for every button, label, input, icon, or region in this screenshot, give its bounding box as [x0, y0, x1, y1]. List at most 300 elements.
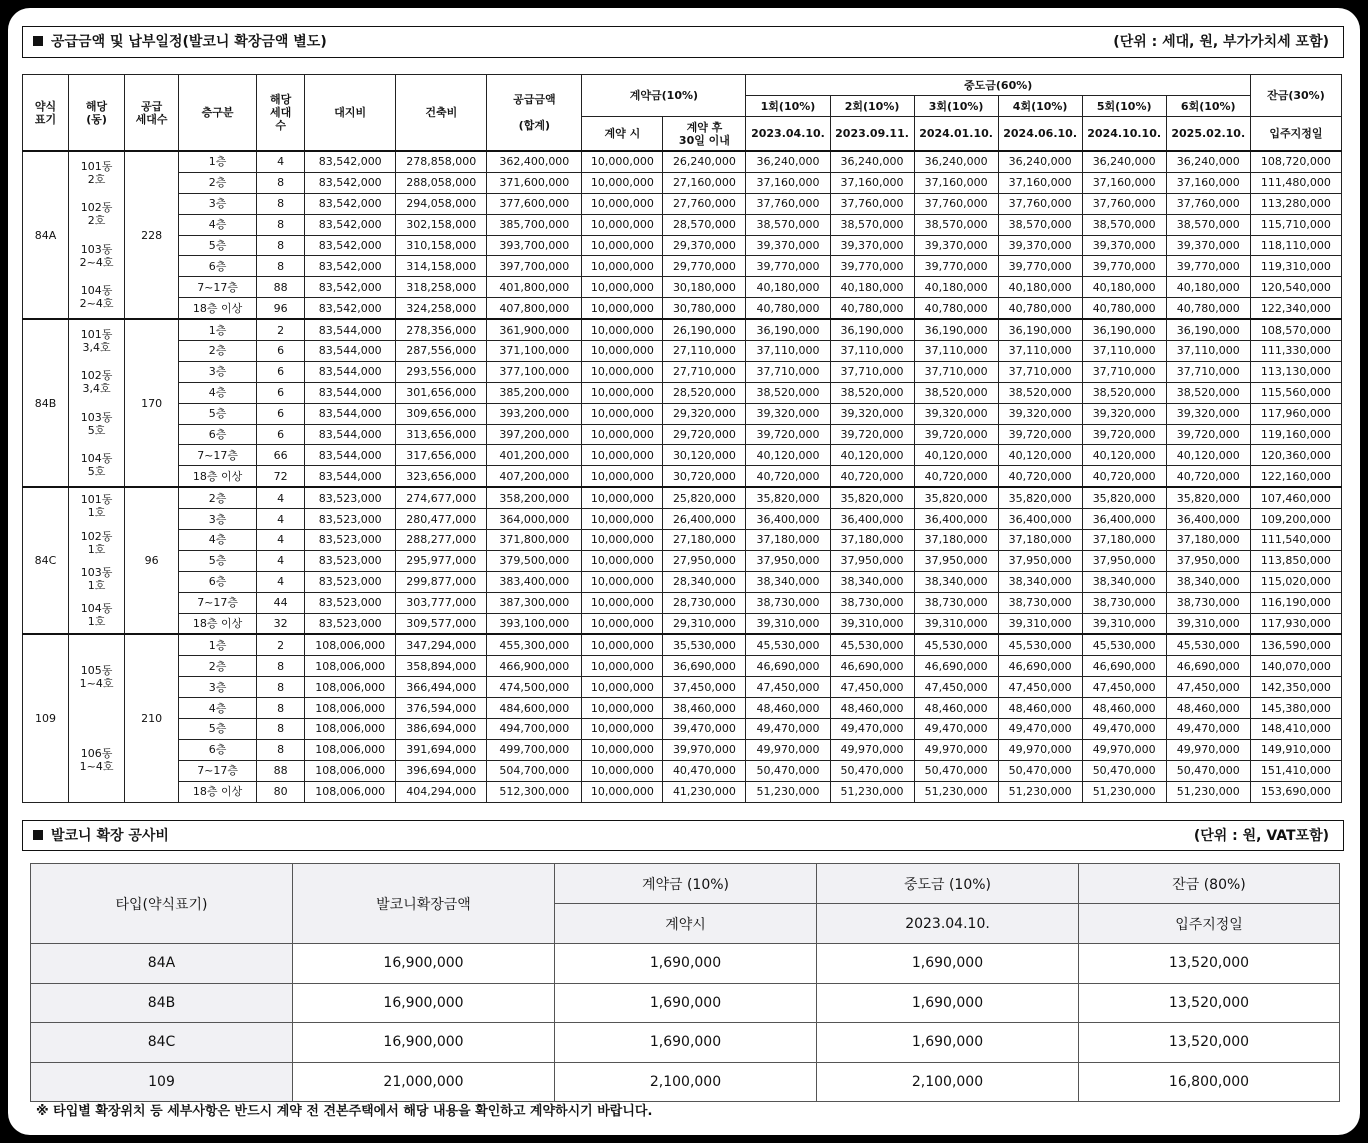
- dong-label: 104동 1호: [80, 602, 113, 629]
- balance-cell: 122,160,000: [1250, 466, 1341, 487]
- balance-cell: 115,020,000: [1250, 571, 1341, 592]
- installment-cell: 50,470,000: [1082, 760, 1166, 781]
- building-cell: 280,477,000: [396, 509, 487, 530]
- total-cell: 385,700,000: [487, 214, 582, 235]
- installment-cell: 40,720,000: [914, 466, 998, 487]
- installment-cell: 38,520,000: [914, 382, 998, 403]
- installment-cell: 48,460,000: [998, 698, 1082, 719]
- installment-cell: 36,190,000: [1166, 319, 1250, 340]
- contract-after-cell: 25,820,000: [663, 487, 746, 508]
- table-row: [23, 509, 1342, 530]
- installment-cell: 37,110,000: [746, 341, 830, 362]
- floor-cell: 7~17층: [179, 592, 257, 613]
- balcony-amount-cell: 16,900,000: [293, 944, 555, 984]
- total-cell: 383,400,000: [487, 571, 582, 592]
- installment-cell: 49,470,000: [914, 719, 998, 740]
- contract-at-cell: 10,000,000: [582, 530, 663, 551]
- installment-cell: 49,970,000: [1082, 739, 1166, 760]
- table-row: [23, 277, 1342, 298]
- units-cell: 32: [257, 613, 305, 634]
- land-cell: 108,006,000: [305, 719, 396, 740]
- contract-at-cell: 10,000,000: [582, 151, 663, 172]
- dong-list: [69, 152, 124, 318]
- balcony-middle-cell: 1,690,000: [817, 983, 1079, 1023]
- installment-cell: 49,970,000: [914, 739, 998, 760]
- installment-cell: 38,520,000: [998, 382, 1082, 403]
- building-cell: 323,656,000: [396, 466, 487, 487]
- installment-cell: 39,320,000: [1082, 403, 1166, 424]
- table-row: [23, 214, 1342, 235]
- contract-after-cell: 35,530,000: [663, 634, 746, 655]
- installment-cell: 40,180,000: [998, 277, 1082, 298]
- units-cell: 6: [257, 403, 305, 424]
- land-cell: 83,523,000: [305, 509, 396, 530]
- installment-cell: 39,720,000: [1082, 424, 1166, 445]
- installment-cell: 40,180,000: [914, 277, 998, 298]
- balance-cell: 113,280,000: [1250, 193, 1341, 214]
- contract-at-cell: 10,000,000: [582, 403, 663, 424]
- table-row: [23, 466, 1342, 487]
- balcony-header-balance-sub: 입주지정일: [1079, 904, 1340, 944]
- balcony-middle-cell: 1,690,000: [817, 1023, 1079, 1063]
- floor-cell: 1층: [179, 634, 257, 655]
- building-cell: 302,158,000: [396, 214, 487, 235]
- units-cell: 8: [257, 698, 305, 719]
- installment-cell: 35,820,000: [830, 487, 914, 508]
- building-cell: 278,356,000: [396, 319, 487, 340]
- installment-cell: 47,450,000: [830, 677, 914, 698]
- contract-after-cell: 27,180,000: [663, 530, 746, 551]
- land-cell: 83,542,000: [305, 193, 396, 214]
- balance-cell: 151,410,000: [1250, 760, 1341, 781]
- units-cell: 2: [257, 319, 305, 340]
- installment-cell: 36,240,000: [746, 151, 830, 172]
- table-row: [23, 382, 1342, 403]
- units-cell: 72: [257, 466, 305, 487]
- contract-after-cell: 40,470,000: [663, 760, 746, 781]
- dong-label: 101동 3,4호: [80, 327, 113, 354]
- supply-title: 공급금액 및 납부일정(발코니 확장금액 별도): [33, 27, 327, 57]
- units-cell: 4: [257, 550, 305, 571]
- type-cell: 84B: [23, 319, 69, 487]
- total-cell: 504,700,000: [487, 760, 582, 781]
- installment-cell: 39,770,000: [1082, 256, 1166, 277]
- table-row: [23, 760, 1342, 781]
- installment-cell: 36,190,000: [998, 319, 1082, 340]
- installment-cell: 38,520,000: [830, 382, 914, 403]
- building-cell: 274,677,000: [396, 487, 487, 508]
- contract-after-cell: 37,450,000: [663, 677, 746, 698]
- balance-cell: 117,960,000: [1250, 403, 1341, 424]
- floor-cell: 7~17층: [179, 277, 257, 298]
- balance-cell: 148,410,000: [1250, 719, 1341, 740]
- dong-label: 104동 2~4호: [79, 284, 114, 311]
- balance-cell: 108,570,000: [1250, 319, 1341, 340]
- total-cell: 393,700,000: [487, 235, 582, 256]
- floor-cell: 3층: [179, 677, 257, 698]
- land-cell: 108,006,000: [305, 760, 396, 781]
- table-row: [23, 256, 1342, 277]
- supply-units-cell: 170: [125, 319, 179, 487]
- building-cell: 288,058,000: [396, 172, 487, 193]
- contract-at-cell: 10,000,000: [582, 487, 663, 508]
- installment-cell: 37,950,000: [1082, 550, 1166, 571]
- total-cell: 397,700,000: [487, 256, 582, 277]
- building-cell: 396,694,000: [396, 760, 487, 781]
- installment-cell: 39,370,000: [830, 235, 914, 256]
- dong-label: 102동 1호: [80, 529, 113, 556]
- balcony-header-balance: 잔금 (80%): [1079, 864, 1340, 904]
- contract-after-cell: 27,760,000: [663, 193, 746, 214]
- table-row: [23, 445, 1342, 466]
- balance-cell: 145,380,000: [1250, 698, 1341, 719]
- installment-cell: 37,180,000: [1166, 530, 1250, 551]
- building-cell: 310,158,000: [396, 235, 487, 256]
- installment-cell: 37,160,000: [1166, 172, 1250, 193]
- installment-cell: 39,720,000: [830, 424, 914, 445]
- installment-cell: 48,460,000: [1082, 698, 1166, 719]
- total-cell: 362,400,000: [487, 151, 582, 172]
- contract-after-cell: 26,400,000: [663, 509, 746, 530]
- installment-cell: 38,340,000: [830, 571, 914, 592]
- header-total: 공급금액 (합계): [487, 75, 582, 152]
- installment-cell: 40,180,000: [1082, 277, 1166, 298]
- header-installment-label: 1회(10%): [746, 96, 830, 117]
- balance-cell: 115,710,000: [1250, 214, 1341, 235]
- type-cell: 84A: [23, 151, 69, 319]
- building-cell: 309,577,000: [396, 613, 487, 634]
- installment-cell: 50,470,000: [914, 760, 998, 781]
- contract-after-cell: 30,780,000: [663, 298, 746, 319]
- table-row: [23, 193, 1342, 214]
- installment-cell: 50,470,000: [1166, 760, 1250, 781]
- land-cell: 83,523,000: [305, 487, 396, 508]
- total-cell: 499,700,000: [487, 739, 582, 760]
- installment-cell: 40,780,000: [746, 298, 830, 319]
- land-cell: 108,006,000: [305, 656, 396, 677]
- contract-after-cell: 28,570,000: [663, 214, 746, 235]
- header-land: 대지비: [305, 75, 396, 152]
- installment-cell: 36,190,000: [914, 319, 998, 340]
- header-installment-date: 2023.04.10.: [746, 117, 830, 152]
- installment-cell: 38,570,000: [1082, 214, 1166, 235]
- dong-label: 106동 1~4호: [79, 747, 114, 774]
- installment-cell: 39,370,000: [746, 235, 830, 256]
- installment-cell: 39,770,000: [746, 256, 830, 277]
- building-cell: 299,877,000: [396, 571, 487, 592]
- building-cell: 347,294,000: [396, 634, 487, 655]
- installment-cell: 37,950,000: [830, 550, 914, 571]
- type-cell: 84C: [23, 487, 69, 634]
- header-installment-label: 3회(10%): [914, 96, 998, 117]
- dong-label: 102동 2호: [80, 201, 113, 228]
- installment-cell: 36,190,000: [746, 319, 830, 340]
- building-cell: 391,694,000: [396, 739, 487, 760]
- contract-at-cell: 10,000,000: [582, 592, 663, 613]
- installment-cell: 38,520,000: [746, 382, 830, 403]
- total-cell: 407,200,000: [487, 466, 582, 487]
- installment-cell: 37,160,000: [830, 172, 914, 193]
- contract-at-cell: 10,000,000: [582, 277, 663, 298]
- contract-after-cell: 29,370,000: [663, 235, 746, 256]
- contract-at-cell: 10,000,000: [582, 361, 663, 382]
- installment-cell: 47,450,000: [914, 677, 998, 698]
- balcony-contract-cell: 1,690,000: [555, 944, 817, 984]
- building-cell: 314,158,000: [396, 256, 487, 277]
- header-installment-date: 2025.02.10.: [1166, 117, 1250, 152]
- units-cell: 44: [257, 592, 305, 613]
- units-cell: 96: [257, 298, 305, 319]
- building-cell: 295,977,000: [396, 550, 487, 571]
- installment-cell: 39,370,000: [914, 235, 998, 256]
- installment-cell: 39,770,000: [830, 256, 914, 277]
- units-cell: 6: [257, 424, 305, 445]
- balcony-header-amount: 발코니확장금액: [293, 864, 555, 944]
- installment-cell: 38,570,000: [1166, 214, 1250, 235]
- contract-after-cell: 30,720,000: [663, 466, 746, 487]
- building-cell: 288,277,000: [396, 530, 487, 551]
- installment-cell: 39,770,000: [1166, 256, 1250, 277]
- contract-after-cell: 30,180,000: [663, 277, 746, 298]
- total-cell: 371,100,000: [487, 341, 582, 362]
- header-supply-units: 공급 세대수: [125, 75, 179, 152]
- land-cell: 108,006,000: [305, 781, 396, 802]
- land-cell: 83,542,000: [305, 298, 396, 319]
- installment-cell: 36,240,000: [1082, 151, 1166, 172]
- installment-cell: 36,400,000: [998, 509, 1082, 530]
- contract-after-cell: 26,190,000: [663, 319, 746, 340]
- land-cell: 83,542,000: [305, 235, 396, 256]
- units-cell: 8: [257, 235, 305, 256]
- units-cell: 8: [257, 739, 305, 760]
- contract-after-cell: 27,710,000: [663, 361, 746, 382]
- installment-cell: 38,520,000: [1166, 382, 1250, 403]
- supply-price-table: [22, 74, 1342, 803]
- installment-cell: 39,720,000: [998, 424, 1082, 445]
- installment-cell: 46,690,000: [830, 656, 914, 677]
- header-installment-label: 6회(10%): [1166, 96, 1250, 117]
- table-row: [23, 361, 1342, 382]
- floor-cell: 3층: [179, 509, 257, 530]
- contract-after-cell: 39,470,000: [663, 719, 746, 740]
- units-cell: 4: [257, 509, 305, 530]
- land-cell: 83,544,000: [305, 403, 396, 424]
- floor-cell: 6층: [179, 739, 257, 760]
- balcony-type-cell: 84C: [31, 1023, 293, 1063]
- header-balance: 잔금(30%): [1250, 75, 1341, 117]
- balcony-row: [31, 1062, 1340, 1102]
- balance-cell: 142,350,000: [1250, 677, 1341, 698]
- balcony-balance-cell: 13,520,000: [1079, 1023, 1340, 1063]
- square-bullet-icon: [33, 36, 43, 46]
- balcony-row: [31, 944, 1340, 984]
- balance-cell: 149,910,000: [1250, 739, 1341, 760]
- contract-at-cell: 10,000,000: [582, 656, 663, 677]
- balance-cell: 113,130,000: [1250, 361, 1341, 382]
- header-floor: 층구분: [179, 75, 257, 152]
- units-cell: 8: [257, 172, 305, 193]
- total-cell: 361,900,000: [487, 319, 582, 340]
- installment-cell: 39,310,000: [746, 613, 830, 634]
- installment-cell: 45,530,000: [830, 634, 914, 655]
- dong-label: 103동 5호: [80, 410, 113, 437]
- contract-at-cell: 10,000,000: [582, 214, 663, 235]
- supply-unit-note: (단위 : 세대, 원, 부가가치세 포함): [1113, 34, 1329, 50]
- installment-cell: 45,530,000: [998, 634, 1082, 655]
- installment-cell: 48,460,000: [830, 698, 914, 719]
- installment-cell: 47,450,000: [1082, 677, 1166, 698]
- total-cell: 385,200,000: [487, 382, 582, 403]
- installment-cell: 40,120,000: [1166, 445, 1250, 466]
- installment-cell: 37,950,000: [746, 550, 830, 571]
- installment-cell: 35,820,000: [914, 487, 998, 508]
- balance-cell: 120,360,000: [1250, 445, 1341, 466]
- installment-cell: 39,320,000: [1166, 403, 1250, 424]
- installment-cell: 36,240,000: [914, 151, 998, 172]
- balance-cell: 116,190,000: [1250, 592, 1341, 613]
- total-cell: 401,200,000: [487, 445, 582, 466]
- balance-cell: 140,070,000: [1250, 656, 1341, 677]
- supply-units-cell: 96: [125, 487, 179, 634]
- installment-cell: 38,570,000: [746, 214, 830, 235]
- table-row: [23, 613, 1342, 634]
- contract-at-cell: 10,000,000: [582, 698, 663, 719]
- contract-after-cell: 41,230,000: [663, 781, 746, 802]
- installment-cell: 51,230,000: [746, 781, 830, 802]
- installment-cell: 39,720,000: [746, 424, 830, 445]
- dong-label: 105동 1~4호: [79, 664, 114, 691]
- header-installment-label: 5회(10%): [1082, 96, 1166, 117]
- table-row: [23, 550, 1342, 571]
- balcony-contract-cell: 2,100,000: [555, 1062, 817, 1102]
- balcony-header-middle-sub: 2023.04.10.: [817, 904, 1079, 944]
- installment-cell: 37,710,000: [830, 361, 914, 382]
- installment-cell: 39,310,000: [1166, 613, 1250, 634]
- units-cell: 8: [257, 677, 305, 698]
- building-cell: 293,556,000: [396, 361, 487, 382]
- building-cell: 294,058,000: [396, 193, 487, 214]
- installment-cell: 46,690,000: [1082, 656, 1166, 677]
- installment-cell: 40,780,000: [1082, 298, 1166, 319]
- table-row: [23, 298, 1342, 319]
- installment-cell: 37,710,000: [1166, 361, 1250, 382]
- installment-cell: 37,760,000: [830, 193, 914, 214]
- balance-cell: 111,540,000: [1250, 530, 1341, 551]
- floor-cell: 5층: [179, 719, 257, 740]
- total-cell: 379,500,000: [487, 550, 582, 571]
- balcony-middle-cell: 2,100,000: [817, 1062, 1079, 1102]
- installment-cell: 38,570,000: [914, 214, 998, 235]
- header-installment-date: 2024.10.10.: [1082, 117, 1166, 152]
- header-installment-label: 2회(10%): [830, 96, 914, 117]
- installment-cell: 37,710,000: [998, 361, 1082, 382]
- installment-cell: 49,970,000: [998, 739, 1082, 760]
- building-cell: 366,494,000: [396, 677, 487, 698]
- table-row: [23, 403, 1342, 424]
- table-row: [23, 571, 1342, 592]
- dong-label: 101동 2호: [80, 159, 113, 186]
- balcony-header-contract-sub: 계약시: [555, 904, 817, 944]
- supply-title-bar: [22, 26, 1344, 58]
- floor-cell: 5층: [179, 550, 257, 571]
- units-cell: 8: [257, 719, 305, 740]
- installment-cell: 36,190,000: [1082, 319, 1166, 340]
- installment-cell: 36,400,000: [746, 509, 830, 530]
- installment-cell: 39,320,000: [998, 403, 1082, 424]
- units-cell: 6: [257, 382, 305, 403]
- installment-cell: 37,760,000: [1082, 193, 1166, 214]
- balance-cell: 153,690,000: [1250, 781, 1341, 802]
- balcony-amount-cell: 21,000,000: [293, 1062, 555, 1102]
- installment-cell: 49,470,000: [998, 719, 1082, 740]
- header-contract: 계약금(10%): [582, 75, 746, 117]
- supply-units-cell: 210: [125, 634, 179, 802]
- balcony-middle-cell: 1,690,000: [817, 944, 1079, 984]
- floor-cell: 7~17층: [179, 445, 257, 466]
- building-cell: 309,656,000: [396, 403, 487, 424]
- installment-cell: 45,530,000: [1082, 634, 1166, 655]
- header-dong: 해당 (동): [69, 75, 125, 152]
- table-row: [23, 172, 1342, 193]
- dong-cell: [69, 487, 125, 634]
- total-cell: 377,100,000: [487, 361, 582, 382]
- installment-cell: 37,110,000: [998, 341, 1082, 362]
- building-cell: 324,258,000: [396, 298, 487, 319]
- contract-at-cell: 10,000,000: [582, 739, 663, 760]
- installment-cell: 46,690,000: [1166, 656, 1250, 677]
- land-cell: 108,006,000: [305, 677, 396, 698]
- installment-cell: 38,730,000: [1082, 592, 1166, 613]
- balcony-amount-cell: 16,900,000: [293, 1023, 555, 1063]
- installment-cell: 37,180,000: [998, 530, 1082, 551]
- total-cell: 364,000,000: [487, 509, 582, 530]
- installment-cell: 49,970,000: [746, 739, 830, 760]
- balcony-header-type: 타입(약식표기): [31, 864, 293, 944]
- type-cell: 109: [23, 634, 69, 802]
- header-units: 해당 세대 수: [257, 75, 305, 152]
- installment-cell: 46,690,000: [998, 656, 1082, 677]
- units-cell: 88: [257, 760, 305, 781]
- installment-cell: 37,950,000: [998, 550, 1082, 571]
- installment-cell: 51,230,000: [998, 781, 1082, 802]
- installment-cell: 37,710,000: [1082, 361, 1166, 382]
- contract-after-cell: 28,520,000: [663, 382, 746, 403]
- installment-cell: 49,970,000: [1166, 739, 1250, 760]
- header-building: 건축비: [396, 75, 487, 152]
- building-cell: 278,858,000: [396, 151, 487, 172]
- units-cell: 8: [257, 656, 305, 677]
- installment-cell: 40,720,000: [830, 466, 914, 487]
- land-cell: 83,523,000: [305, 530, 396, 551]
- units-cell: 4: [257, 530, 305, 551]
- installment-cell: 40,120,000: [830, 445, 914, 466]
- installment-cell: 37,110,000: [830, 341, 914, 362]
- floor-cell: 7~17층: [179, 760, 257, 781]
- installment-cell: 49,470,000: [746, 719, 830, 740]
- balcony-unit-note: (단위 : 원, VAT포함): [1193, 828, 1329, 844]
- land-cell: 108,006,000: [305, 739, 396, 760]
- building-cell: 287,556,000: [396, 341, 487, 362]
- table-row: [23, 424, 1342, 445]
- installment-cell: 39,370,000: [1082, 235, 1166, 256]
- header-balance-date: 입주지정일: [1250, 117, 1341, 152]
- installment-cell: 37,160,000: [914, 172, 998, 193]
- contract-after-cell: 29,770,000: [663, 256, 746, 277]
- installment-cell: 40,120,000: [1082, 445, 1166, 466]
- balance-cell: 115,560,000: [1250, 382, 1341, 403]
- installment-cell: 37,710,000: [914, 361, 998, 382]
- units-cell: 2: [257, 634, 305, 655]
